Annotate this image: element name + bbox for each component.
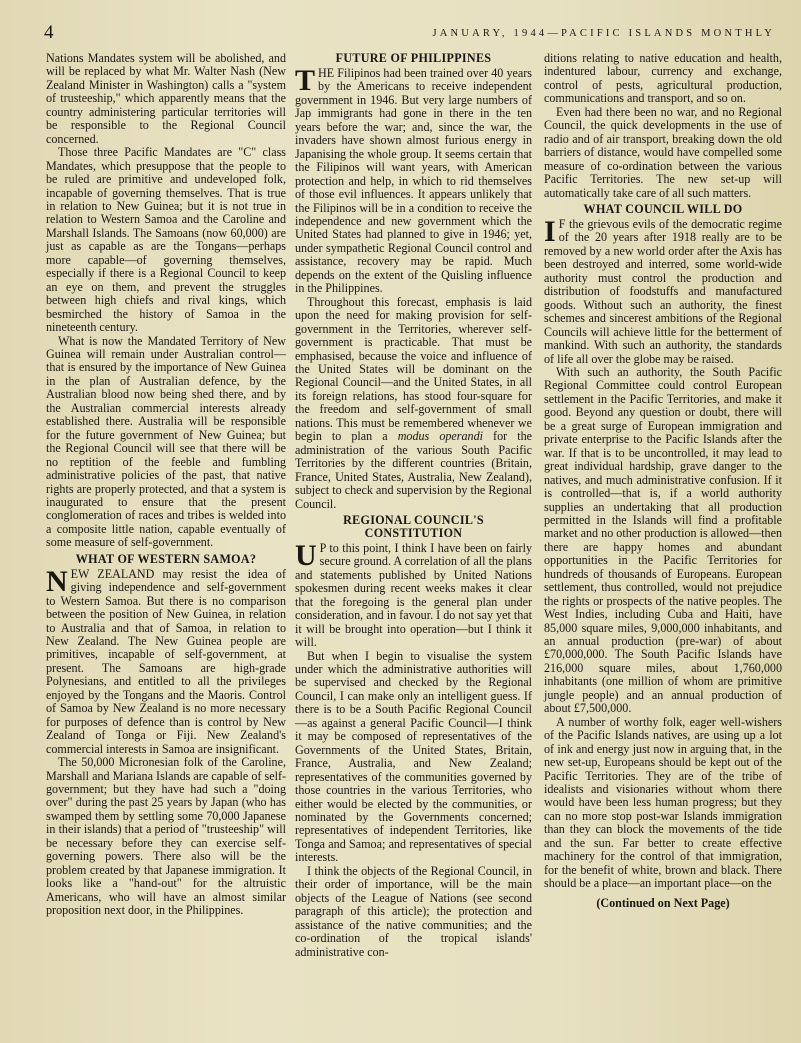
page-header <box>44 22 775 44</box>
paragraph-text: EW ZEALAND may resist the idea of giving independence and self-government to Western Samoa. But there is no comparison between the position of New Guinea, in relation to Australia and that of Samoa, in relation to New Zealand. The New Guinea people are primitives, incapable of self-government, at present. The Samoans are high-grade Polynesians, and entitled to all the privileges enjoyed by the Tongans and the Maoris. Control of Samoa by New Zealand is no more necessary for purposes of defence than is control by New Zealand of Tonga or Fiji. New Zealand's commercial interests in Samoa are insignificant. <box>46 566 286 756</box>
paragraph-text: P to this point, I think I have been on fairly secure ground. A correlation of all the plans and statements published by United Nations spokesmen during recent weeks makes it clear that the foregoing is the general plan under consideration, and in favour. I do not say yet that it will be brought into operation—but I think it will. <box>295 540 532 650</box>
section-heading: WHAT COUNCIL WILL DO <box>583 201 743 216</box>
paragraph-text: HE Filipinos had been trained over 40 years by the Americans to receive independent government in 1946. But very large numbers of Jap immigrants had gone in there in the ten years before the war; and, since the war, the invaders have shown almost furious energy in Japanising the whole group. It seems certain that the Filipinos will want years, with American protection and help, in which to rid themselves of those evil influences. It appears unlikely that the Filipinos will be in a condition to receive the independence and new government which the United States had planned to give in 1946; yet, under sympathetic Regional Council control and assistance, recovery may be rapid. Much depends on the extent of the Quisling influence in the Philippines. <box>295 66 532 296</box>
paragraph: ditions relating to native education and health, indentured labour, currency and exchange, control of pests, agricultural production, communications and transport, and so on. <box>544 51 782 106</box>
paragraph <box>295 64 532 296</box>
paragraph: I think the objects of the Regional Council, in their order of importance, will be the main objects of the League of Nations (see second paragraph of this article); the protection and assistance of the native communities; and the co-ordination of the tropical islands' administrative con- <box>295 863 532 959</box>
section-heading: WHAT OF WESTERN SAMOA? <box>75 551 257 566</box>
column-3 <box>544 52 782 910</box>
paragraph: Those three Pacific Mandates are "C" class Mandates, which presuppose that the people to be ruled are primitive and undeveloped folk, incapable of governing themselves. That is true in relation to New Guinea; but it is not true in relation to Western Samoa and the Caroline and Marshall Islands. The Samoans (now 60,000) are just as capable as are the Tongans—perhaps more capable—of governing themselves, especially if there is a Regional Council to keep an eye on them, and prevent the struggles between high chiefs and rival kings, which besmirched the history of Samoa in the nineteenth century. <box>46 145 286 335</box>
italic-term: modus operandi <box>397 429 483 444</box>
paragraph: What is now the Mandated Territory of New Guinea will remain under Australian control—that is ensured by the importance of New Guinea in the plan of Australian defence, by the Australian blood now being shed there, and by the Australian commercial interests already established there. Australia will be responsible for the future government of New Guinea; but the Regional Council will see that there will be no reptition of the feeble and fumbling administrative policies of the past, that native rights are properly protected, and that a system is inaugurated to ensure that the present conglomeration of races and tribes is welded into a composite little nation, capable eventually of some measure of self-government. <box>46 333 286 550</box>
paragraph: Even had there been no war, and no Regional Council, the quick developments in the use of radio and of air transport, breaking down the old barriers of distance, would have compelled some measure of co-ordination between the various Pacific Territories. The new set-up will automatically take care of all such matters. <box>544 104 782 200</box>
paragraph: Nations Mandates system will be abolished, and will be replaced by what Mr. Walter Nash (New Zealand Minister in Washington) calls a "system of trusteeship," which apparently means that the country administering particular territories will be responsible to the Regional Council concerned. <box>46 51 286 146</box>
paragraph-text: F the grievous evils of the democratic regime of the 20 years after 1918 really are to be removed by a new world order after the Axis has been destroyed and interred, some world-wide authority must control the production and distribution of foodstuffs and manufactured goods. Without such an authority, the finest schemes and sincerest ambitions of the Regional Councils will achieve little for the betterment of mankind. With such an authority, the standards of life all over the globe may be raised. <box>544 216 782 366</box>
paragraph: But when I begin to visualise the system under which the administrative authorities will be supervised and checked by the Regional Council, I can make only an intelligent guess. If there is to be a South Pacific Regional Council—as against a general Pacific Council—I think it may be composed of representatives of the Governments of the United States, Britain, France, Australia, and New Zealand; representatives of the communities governed by those countries in the various Territories, who either would be elected by the communities, or nominated by the Governments concerned; representatives of independent Territories, like Tonga and Samoa; and representatives of special interests. <box>295 648 532 865</box>
paragraph: The 50,000 Micronesian folk of the Caroline, Marshall and Mariana Islands are capable of self-government; but they have had such a "doing over" during the past 25 years by Japan (who has swamped them by settling some 70,000 Japanese in their islands) that a period of "trusteeship" will be necessary before they can exercise self-governing powers. There also will be the problem created by that Japanese immigration. It looks like a "hand-out" for the altruistic Americans, who will have an almost similar proposition next door, in the Philippines. <box>46 755 286 918</box>
section-heading: REGIONAL COUNCIL'S CONSTITUTION <box>343 512 484 540</box>
running-head: JANUARY, 1944—PACIFIC ISLANDS MONTHLY <box>432 28 775 39</box>
drop-cap: U <box>295 538 317 572</box>
paragraph-text: for the administration of the various South Pacific Territories by the different countries (Britain, France, United States, Australia, New Zealand), subject to check and supervision by the Regional Council. <box>295 429 532 511</box>
column-2 <box>295 52 532 959</box>
paragraph <box>544 214 782 366</box>
paragraph <box>295 538 532 650</box>
paragraph <box>295 296 532 511</box>
page-number: 4 <box>44 22 54 43</box>
section-heading: FUTURE OF PHILIPPINES <box>335 51 492 65</box>
paragraph: With such an authority, the South Pacific Regional Committee could control European settlement in the Pacific Territories, and make it good. Beyond any question or doubt, there will be a great surge of European immigration and private enterprise to the Pacific Islands after the war. If that is to be uncontrolled, it may lead to great individual hardship, grave danger to the natives, and much administrative confusion. If it is controlled—that is, if a world authority supplies an undertaking that all production permitted in the Islands will find a profitable market and no other production is allowed—then there are happy homes and abundant opportunities in the Pacific Territories for hundreds of thousands of Europeans. European settlement, thus controlled, would not prejudice the rights or prospects of the native peoples. The West Indies, including Cuba and Haiti, have 85,000 square miles, 9,000,000 inhabitants, and an annual production (pre-war) of about £70,000,000. The South Pacific Islands have 216,000 square miles, about 1,760,000 inhabitants (one million of whom are primitive jungle people) and an annual production of about £7,500,000. <box>544 364 782 716</box>
drop-cap: T <box>295 64 316 97</box>
paragraph-text: Throughout this forecast, emphasis is laid upon the need for making provision for self-government in the Territories, wherever self-government is practicable. That must be emphasised, because the voice and influence of the United States will be dominant on the Regional Council—and the United States, in all its foreign relations, has stood four-square for the freedom and self-government of small nations. This must be remembered whenever we begin to plan a <box>295 294 532 444</box>
continued-note: (Continued on Next Page) <box>596 895 730 910</box>
drop-cap: N <box>46 564 68 598</box>
column-1 <box>46 52 286 918</box>
paragraph <box>46 564 286 756</box>
paragraph: A number of worthy folk, eager well-wishers of the Pacific Islands natives, are using up a lot of ink and energy just now in arguing that, in the new set-up, Europeans should be kept out of the Pacific Territories. They are of the tribe of idealists and visionaries without whom there would have been less human progress; but they can no more stop post-war Islands immigration than they can block the movements of the tide and the sun. Far better to create effective machinery for the control of that immigration, for the benefit of white, brown and black. There should be a place—an important place—on the <box>544 714 782 891</box>
drop-cap: I <box>544 214 556 248</box>
